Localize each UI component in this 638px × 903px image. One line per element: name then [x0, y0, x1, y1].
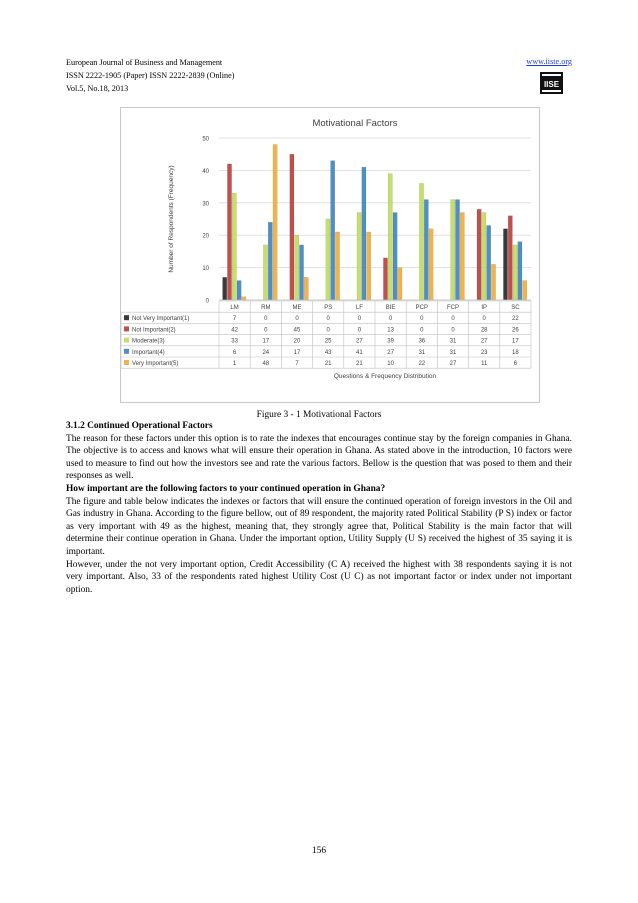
- x-tick-label: RM: [261, 305, 271, 311]
- legend-entry: Important(4): [132, 349, 165, 356]
- y-tick-label: 0: [205, 298, 209, 305]
- bar-ip-3: [482, 213, 486, 300]
- bar-lm-2: [227, 164, 231, 300]
- data-cell: 24: [262, 349, 270, 356]
- bar-bie-2: [383, 258, 387, 300]
- data-cell: 18: [512, 349, 519, 356]
- bar-ps-5: [335, 232, 339, 300]
- bar-bie-3: [388, 174, 392, 300]
- data-cell: 45: [293, 327, 301, 334]
- x-tick-label: PCP: [415, 305, 428, 311]
- data-cell: 48: [262, 361, 270, 367]
- data-cell: 20: [293, 338, 301, 345]
- data-cell: 31: [418, 349, 426, 356]
- bar-rm-4: [268, 222, 272, 300]
- bar-bie-5: [398, 268, 402, 300]
- data-cell: 43: [324, 349, 332, 356]
- data-cell: 31: [449, 349, 457, 356]
- data-cell: 28: [480, 327, 488, 334]
- x-tick-label: FCP: [447, 305, 459, 311]
- y-tick-label: 50: [202, 136, 209, 143]
- bar-rm-3: [263, 245, 267, 300]
- data-cell: 6: [513, 361, 518, 367]
- x-tick-label: SC: [511, 305, 520, 311]
- legend-key: [124, 315, 129, 320]
- bar-me-2: [290, 154, 294, 300]
- data-cell: 0: [420, 327, 424, 334]
- bar-lm-1: [223, 277, 227, 300]
- data-cell: 10: [387, 361, 394, 367]
- legend-entry: Moderate(3): [132, 338, 165, 345]
- x-axis-label: Questions & Frequency Distribution: [333, 373, 437, 381]
- legend-entry: Not Very Important(1): [132, 316, 190, 323]
- bar-lm-4: [237, 281, 241, 300]
- data-cell: 1: [232, 361, 237, 367]
- y-axis-label: Number of Respondents (Frequency): [168, 165, 175, 273]
- data-cell: 0: [420, 316, 424, 323]
- bar-pcp-5: [429, 229, 433, 300]
- chart-svg: [121, 108, 539, 402]
- data-cell: 21: [356, 361, 363, 367]
- legend-key: [124, 360, 129, 365]
- question-heading: How important are the following factors to your continued operation in Ghana?: [66, 483, 386, 494]
- bar-me-5: [304, 277, 308, 300]
- data-cell: 27: [480, 338, 488, 345]
- data-cell: 36: [418, 338, 426, 345]
- bar-ps-4: [331, 161, 335, 300]
- bar-rm-5: [273, 144, 277, 300]
- data-cell: 7: [232, 316, 237, 323]
- data-cell: 25: [324, 338, 332, 345]
- bar-fcp-3: [451, 200, 455, 300]
- data-cell: 41: [356, 349, 363, 356]
- paragraph-3: However, under the not very important option, Credit Accessibility (C A) received the highest with 38 respondents saying it is not very important. Also, 33 of the respondents rated highest Utility Cost (U C) as not important factor or index under not important option.: [66, 559, 572, 595]
- bar-lf-5: [367, 232, 371, 300]
- y-tick-label: 40: [202, 168, 209, 175]
- x-tick-label: IP: [481, 305, 488, 311]
- bar-sc-1: [503, 229, 507, 300]
- legend-entry: Very Important(5): [132, 361, 179, 367]
- data-cell: 0: [451, 327, 455, 334]
- data-cell: 22: [512, 316, 519, 323]
- x-tick-label: PS: [324, 305, 333, 311]
- data-cell: 0: [451, 316, 455, 323]
- data-cell: 22: [418, 361, 426, 367]
- bar-lf-3: [357, 213, 361, 300]
- body-text: [66, 420, 572, 596]
- paragraph-1: The reason for these factors under this option is to rate the indexes that encourages continue stay by the foreign companies in Ghana. The objective is to access and knows what will ensure their operation in Ghana. As stated above in the introduction, 10 factors were used to measure to find out how the investors see and rate the various factors. Bellow is the question that was posed to them and their responses as well.: [66, 433, 572, 482]
- journal-issn: ISSN 2222-1905 (Paper) ISSN 2222-2839 (Online): [66, 71, 235, 80]
- data-cell: 0: [357, 316, 362, 323]
- bar-me-3: [295, 235, 299, 300]
- legend-entry: Not Important(2): [132, 327, 176, 334]
- figure-caption: Figure 3 - 1 Motivational Factors: [256, 410, 382, 420]
- bar-sc-4: [518, 242, 522, 300]
- bar-sc-3: [513, 245, 517, 300]
- data-cell: 17: [262, 338, 270, 345]
- data-cell: 0: [326, 327, 330, 334]
- bar-me-4: [299, 245, 303, 300]
- page-number: 156: [311, 846, 327, 856]
- data-cell: 7: [295, 361, 299, 367]
- data-cell: 0: [357, 327, 362, 334]
- data-cell: 27: [449, 361, 457, 367]
- data-cell: 27: [356, 338, 363, 345]
- bar-bie-4: [393, 213, 397, 300]
- data-cell: 17: [512, 338, 519, 345]
- x-tick-label: LF: [355, 305, 363, 311]
- data-cell: 31: [449, 338, 457, 345]
- data-cell: 21: [324, 361, 332, 367]
- bar-fcp-5: [460, 213, 464, 300]
- data-cell: 17: [293, 349, 301, 356]
- journal-volume: Vol.5, No.18, 2013: [66, 84, 129, 93]
- bar-ps-3: [326, 219, 330, 300]
- svg-text:IISE: IISE: [543, 80, 560, 89]
- journal-name: European Journal of Business and Management: [66, 58, 223, 67]
- data-cell: 23: [480, 349, 488, 356]
- bar-sc-2: [508, 216, 512, 300]
- data-cell: 39: [387, 338, 394, 345]
- data-cell: 42: [231, 327, 238, 334]
- x-tick-label: BIE: [385, 305, 396, 311]
- data-cell: 27: [387, 349, 394, 356]
- data-cell: 0: [295, 316, 299, 323]
- legend-key: [124, 349, 129, 354]
- bar-lm-3: [232, 193, 236, 300]
- bar-ip-2: [477, 209, 481, 300]
- bar-ip-4: [487, 225, 491, 300]
- y-tick-label: 20: [202, 233, 209, 240]
- journal-url[interactable]: www.iiste.org: [526, 57, 572, 66]
- y-tick-label: 10: [202, 266, 209, 273]
- bar-ip-5: [491, 264, 495, 300]
- data-cell: 13: [387, 327, 394, 334]
- data-cell: 0: [264, 316, 268, 323]
- legend-key: [124, 338, 129, 343]
- data-cell: 26: [512, 327, 519, 334]
- iiste-logo: [540, 72, 563, 94]
- data-cell: 0: [482, 316, 486, 323]
- bar-sc-5: [523, 281, 527, 300]
- bar-pcp-3: [419, 183, 423, 300]
- data-cell: 0: [326, 316, 330, 323]
- data-cell: 0: [388, 316, 393, 323]
- motivational-factors-chart: [120, 107, 540, 403]
- x-tick-label: LM: [230, 305, 239, 311]
- data-cell: 33: [231, 338, 238, 345]
- section-heading: 3.1.2 Continued Operational Factors: [66, 421, 213, 431]
- y-tick-label: 30: [202, 201, 209, 208]
- bar-lm-5: [242, 297, 246, 300]
- bar-fcp-4: [455, 200, 459, 300]
- data-cell: 0: [264, 327, 268, 334]
- data-cell: 6: [232, 349, 237, 356]
- data-cell: 11: [481, 361, 488, 367]
- chart-title: Motivational Factors: [312, 118, 398, 129]
- paragraph-2: The figure and table below indicates the indexes or factors that will ensure the continued operation of foreign investors in the Oil and Gas industry in Ghana. According to the figure bellow, out of 89 respondent, the majority rated Political Stability (P S) index or factor as very important with 49 as the highest, meaning that, they strongly agree that, Political Stability is the main factor that will determine their continue operation in Ghana. Under the important option, Utility Supply (U S) received the highest of 35 saying it is important.: [66, 496, 572, 557]
- bar-lf-4: [362, 167, 366, 300]
- bar-pcp-4: [424, 200, 428, 300]
- legend-key: [124, 326, 129, 331]
- x-tick-label: ME: [292, 305, 302, 311]
